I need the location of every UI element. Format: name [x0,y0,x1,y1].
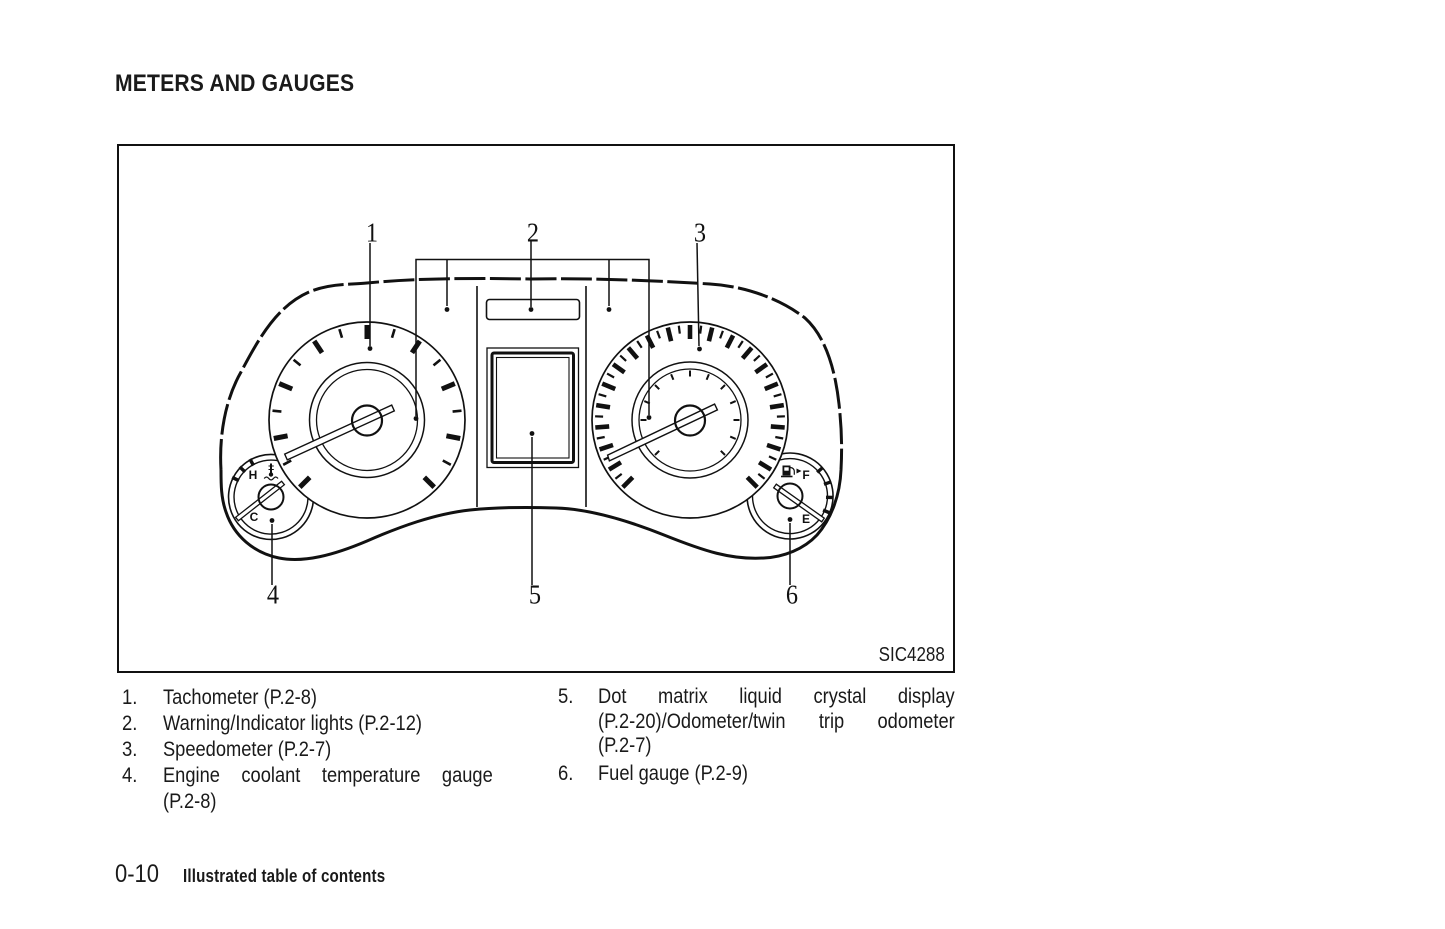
legend-text: Engine coolant temperature gauge [163,764,493,787]
fuel-empty-label: E [801,512,811,526]
legend-num: 3. [122,738,138,761]
legend-item-speedometer [122,737,592,763]
callout-number-6: 6 [785,579,799,610]
legend-text: Speedometer (P.2-7) [163,738,332,761]
callout-number-1: 1 [365,217,379,248]
speedometer-needle [608,404,718,461]
legend-item-coolant-gauge [122,763,592,815]
callout-number-5: 5 [528,579,542,610]
fuel-full-label: F [802,468,810,482]
fuel-pump-icon [781,466,802,477]
legend-text: (P.2-20)/Odometer/twin trip odometer [598,709,955,733]
instrument-cluster-figure [117,144,955,673]
fuel-needle [774,484,825,522]
legend-num: 1. [122,686,138,709]
legend-num: 4. [122,764,138,787]
coolant-hot-label: H [248,468,258,482]
legend-num: 6. [558,761,574,785]
callout-dots [270,307,793,523]
coolant-temperature-gauge [229,454,314,539]
tachometer-dial [269,322,465,518]
legend-text: (P.2-8) [163,790,217,813]
legend-text: Fuel gauge (P.2-9) [598,761,748,785]
legend-item-warning-lights [122,711,592,737]
legend-item-tachometer [122,685,592,711]
callout-bracket-2 [416,260,649,417]
callout-number-3: 3 [693,217,707,248]
footer-page-number: 0-10 [115,860,160,888]
legend-item-lcd [558,685,1038,759]
legend-num: 5. [558,685,574,708]
coolant-temperature-icon [264,464,278,481]
page-title [115,70,387,98]
speedometer-dial [592,322,788,518]
callout-number-4: 4 [266,579,280,610]
figure-code: SIC4288 [878,644,945,666]
legend-right-column [558,685,1038,786]
legend-item-fuel-gauge [558,762,1038,787]
legend-text: Tachometer (P.2-8) [163,686,318,709]
page-title-text: METERS AND GAUGES [115,70,355,97]
tachometer-minor-ticks [273,329,462,465]
coolant-cold-label: C [249,510,259,524]
tachometer-needle [285,405,395,460]
legend-text: Warning/Indicator lights (P.2-12) [163,712,422,735]
legend-left-column [122,685,592,815]
callout-line-3 [697,243,699,346]
callout-number-2: 2 [526,217,540,248]
legend-num: 2. [122,712,138,735]
legend-text: (P.2-7) [598,734,652,757]
legend-text: Dot matrix liquid crystal display [598,685,955,708]
footer-section-title: Illustrated table of contents [183,866,386,886]
fuel-ticks [817,468,833,514]
